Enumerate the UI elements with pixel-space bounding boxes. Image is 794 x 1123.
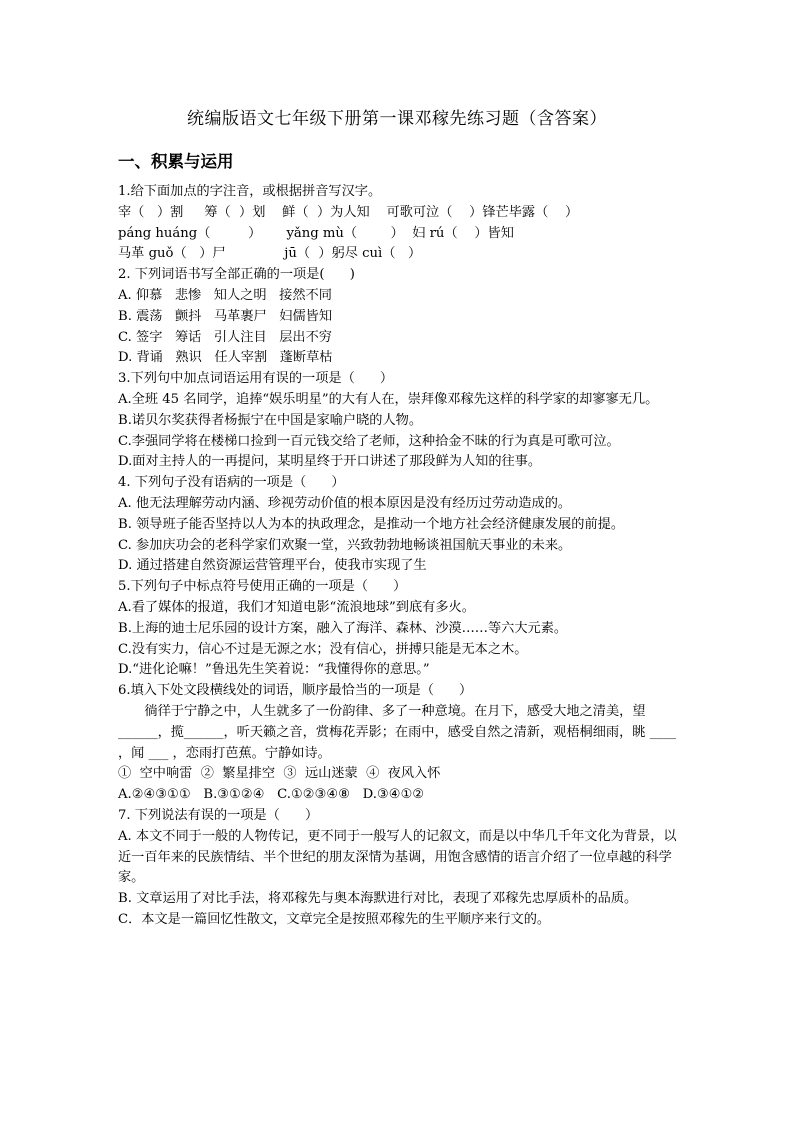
q7-option-c: C．本文是一篇回忆性散文，文章完全是按照邓稼先的生平顺序来行文的。 [118, 911, 551, 927]
q3-prompt: 3.下列句中加点词语运用有误的一项是（ ） [118, 371, 394, 387]
q1-row-2: páng huáng（ ） yǎng mù（ ） 妇 rú（ ）皆知 [118, 225, 514, 241]
exercise-content [118, 182, 678, 931]
q6-phrases: ① 空中响雷 ② 繁星排空 ③ 远山迷蒙 ④ 夜风入怀 [118, 766, 441, 782]
q4-option-d: D. 通过搭建自然资源运营管理平台，使我市实现了生 [118, 558, 427, 574]
q5-option-c: C.没有实力，信心不过是无源之水；没有信心，拼搏只能是无本之木。 [118, 641, 528, 657]
q7-option-a: A. 本文不同于一般的人物传记，更不同于一般写人的记叙文，而是以中华几千年文化为背景，以近一百年来的民族情结、半个世纪的朋友深情为基调，用饱含感情的语言介绍了一位卓越的科学家。 [118, 828, 677, 886]
q4-option-b: B. 领导班子能否坚持以人为本的执政理念，是推动一个地方社会经济健康发展的前提。 [118, 516, 625, 532]
q6-options: A.②④③①① B.③①②④ C.①②③④⑧ D.③④①② [118, 787, 425, 803]
q1-prompt: 1.给下面加点的字注音，或根据拼音写汉字。 [118, 184, 382, 199]
q7-prompt: 7. 下列说法有误的一项是（ ） [118, 807, 319, 823]
q5-option-b: B.上海的迪士尼乐园的设计方案，融入了海洋、森林、沙漠……等六大元素。 [118, 620, 568, 636]
q4-option-a: A. 他无法理解劳动内涵、珍视劳动价值的根本原因是没有经历过劳动造成的。 [118, 495, 572, 511]
document-title: 统编版语文七年级下册第一课邓稼先练习题（含答案） [187, 109, 607, 129]
q7-option-b: B. 文章运用了对比手法，将邓稼先与奥本海默进行对比，表现了邓稼先忠厚质朴的品质。 [118, 891, 638, 907]
q3-option-b: B.诺贝尔奖获得者杨振宁在中国是家喻户晓的人物。 [118, 412, 423, 428]
q5-option-d: D.“进化论嘛！”鲁迅先生笑着说：“我懂得你的意思。” [118, 662, 430, 678]
q2-option-a: A. 仰慕 悲惨 知人之明 接然不同 [118, 287, 332, 303]
q6-passage: 徜徉于宁静之中，人生就多了一份韵律、多了一种意境。在月下，感受大地之清美，望______，揽______，听天籁之音，赏梅花弄影；在雨中，感受自然之清新，观梧桐细雨，眺 ____ ，闻 ___ ，恋雨打芭蕉。宁静如诗。 [118, 703, 677, 761]
q4-option-c: C. 参加庆功会的老科学家们欢聚一堂，兴致勃勃地畅谈祖国航天事业的未来。 [118, 537, 572, 553]
q2-option-c: C. 签字 筹话 引人注目 层出不穷 [118, 329, 332, 345]
section-heading: 一、积累与运用 [118, 152, 234, 171]
q5-prompt: 5.下列句子中标点符号使用正确的一项是（ ） [118, 579, 407, 595]
q2-prompt: 2. 下列词语书写全部正确的一项是( ) [118, 267, 355, 283]
q3-option-a: A.全班 45 名同学，追捧“娱乐明星”的大有人在，崇拜像邓稼先这样的科学家的却寥寥无几。 [118, 391, 659, 407]
q1-row-1: 宰（ ）割 筹（ ）划 鲜（ ）为人知 可歌可泣（ ）锋芒毕露（ ） [118, 204, 579, 220]
q6-prompt: 6.填入下处文段横线处的词语，顺序最恰当的一项是（ ） [118, 683, 473, 699]
q2-option-d: D. 背诵 熟识 任人宰割 蓬断草枯 [118, 350, 333, 366]
q5-option-a: A.看了媒体的报道，我们才知道电影“流浪地球”到底有多火。 [118, 599, 475, 615]
q3-option-d: D.面对主持人的一再提问，某明星终于开口讲述了那段鲜为人知的往事。 [118, 454, 542, 470]
q3-option-c: C.李强同学将在楼梯口捡到一百元钱交给了老师，这种拾金不昧的行为真是可歌可泣。 [118, 433, 620, 449]
q4-prompt: 4. 下列句子没有语病的一项是（ ） [118, 475, 345, 491]
q1-row-3: 马革 guǒ（ ）尸 jū（ ）躬尽 cuì（ ） [118, 246, 422, 262]
q2-option-b: B. 震荡 颤抖 马革裹尸 妇儒皆知 [118, 308, 333, 324]
